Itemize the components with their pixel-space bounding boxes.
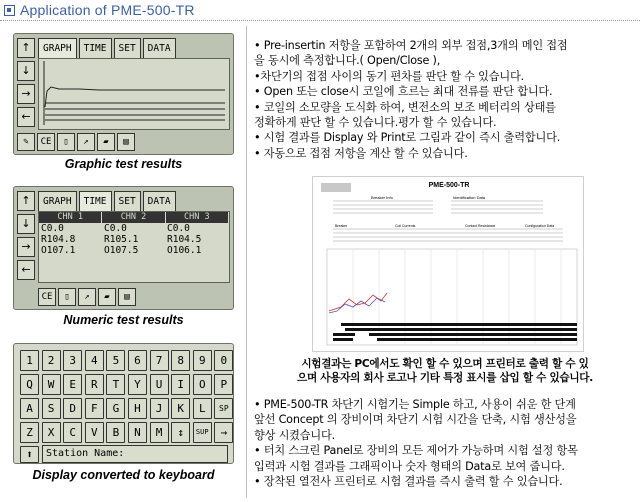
- report-label: Coil Currents: [395, 224, 416, 228]
- numeric-lcd-panel: [13, 186, 234, 310]
- report-section-mid: Identification Data: [453, 195, 486, 200]
- key[interactable]: C: [63, 422, 82, 443]
- coil-current-trace: [45, 87, 225, 107]
- print-icon[interactable]: ▤: [117, 133, 135, 151]
- key[interactable]: D: [63, 398, 82, 419]
- ce-button[interactable]: CE: [37, 133, 55, 151]
- report-trace-purple: [329, 298, 385, 313]
- feature-line: 향상 시켰습니다.: [254, 428, 335, 442]
- graphic-tabs: [38, 38, 178, 58]
- numeric-table: [39, 212, 229, 256]
- edit-icon[interactable]: ✎: [17, 133, 35, 151]
- feature-line: • 코일의 소모량을 도식화 하여, 변전소의 보조 베터리의 상태를: [254, 100, 556, 114]
- tab-time[interactable]: TIME: [79, 38, 112, 58]
- key[interactable]: X: [42, 422, 61, 443]
- report-caption: [254, 357, 636, 385]
- graphic-caption: Graphic test results: [64, 157, 183, 171]
- right-arrow-button[interactable]: →: [17, 84, 35, 104]
- key[interactable]: K: [171, 398, 190, 419]
- station-name-field[interactable]: Station Name:: [42, 445, 228, 463]
- key[interactable]: Z: [20, 422, 39, 443]
- right-arrow-button[interactable]: →: [17, 237, 35, 257]
- key[interactable]: G: [106, 398, 125, 419]
- tab-data[interactable]: DATA: [143, 191, 176, 211]
- table-cell: O106.1: [167, 245, 202, 256]
- tab-data[interactable]: DATA: [143, 38, 176, 58]
- report-section-left: Breaker Info: [371, 195, 393, 200]
- space-key[interactable]: SP: [214, 398, 233, 419]
- key[interactable]: 2: [42, 350, 61, 371]
- page-title: Application of PME-500-TR: [20, 2, 195, 18]
- key[interactable]: 4: [85, 350, 104, 371]
- keyboard-row-4: [20, 422, 234, 443]
- graph-icon[interactable]: ↗: [77, 133, 95, 151]
- key[interactable]: 5: [106, 350, 125, 371]
- numeric-side-buttons: [17, 191, 35, 283]
- print-icon[interactable]: ▤: [118, 288, 136, 306]
- table-cell: C0.0: [41, 223, 64, 234]
- key[interactable]: 6: [128, 350, 147, 371]
- left-arrow-button[interactable]: ←: [17, 260, 35, 280]
- up-arrow-button[interactable]: ↑: [17, 191, 35, 211]
- key[interactable]: P: [214, 374, 233, 395]
- feature-line: 앞선 Concept 의 장비이며 차단기 시험 시간을 단축, 시험 생산성을: [254, 413, 577, 427]
- feature-line: • 시험 결과를 Display 와 Print로 그림과 같이 즉시 출력합니다.: [254, 131, 561, 145]
- key[interactable]: A: [20, 398, 39, 419]
- table-cell: R105.1: [104, 234, 139, 245]
- enter-arrow-key[interactable]: →: [214, 422, 233, 443]
- sup-key[interactable]: SUP: [193, 422, 212, 443]
- report-trace-red: [329, 293, 387, 311]
- feature-line: • Open 또는 close시 코일에 흐르는 최대 전류를 판단 합니다.: [254, 85, 553, 99]
- channel-1-header: CHN 1: [39, 212, 101, 223]
- tab-set[interactable]: SET: [114, 38, 141, 58]
- report-caption-line: 시험결과는 PC에서도 확인 할 수 있으며 프린터로 출력 할 수 있: [301, 358, 589, 370]
- feature-line: • 터치 스크린 Panel로 장비의 모든 제어가 가능하며 시험 설정 항목: [254, 444, 578, 458]
- key[interactable]: T: [106, 374, 125, 395]
- keyboard-row-3: [20, 398, 234, 419]
- feature-line: • Pre-insertin 저항을 포함하여 2개의 외부 접점,3개의 메인 접점: [254, 39, 568, 52]
- report-title: PME-500-TR: [428, 182, 470, 189]
- folder-icon[interactable]: ▰: [97, 133, 115, 151]
- report-graphics: [313, 177, 584, 352]
- document-icon[interactable]: ▯: [58, 288, 76, 306]
- key[interactable]: M: [150, 422, 169, 443]
- graphic-lcd-panel: [13, 33, 234, 155]
- key[interactable]: 9: [193, 350, 212, 371]
- report-info-lines: [333, 201, 563, 241]
- graphic-side-buttons: [17, 38, 35, 130]
- table-cell: O107.1: [41, 245, 76, 256]
- key[interactable]: I: [171, 374, 190, 395]
- key[interactable]: J: [150, 398, 169, 419]
- key[interactable]: Q: [20, 374, 39, 395]
- key[interactable]: V: [85, 422, 104, 443]
- feature-line: •차단기의 접점 사이의 동기 편차를 판단 할 수 있습니다.: [254, 69, 524, 83]
- shift-key[interactable]: ↕: [171, 422, 190, 443]
- graph-icon[interactable]: ↗: [78, 288, 96, 306]
- key[interactable]: 1: [20, 350, 39, 371]
- up-arrow-icon[interactable]: ⬆: [20, 446, 39, 463]
- channel-2-header: CHN 2: [102, 212, 164, 223]
- down-arrow-button[interactable]: ↓: [17, 61, 35, 81]
- folder-icon[interactable]: ▰: [98, 288, 116, 306]
- key[interactable]: F: [85, 398, 104, 419]
- key[interactable]: 7: [150, 350, 169, 371]
- page-header: [0, 0, 640, 20]
- table-cell: C0.0: [167, 223, 190, 234]
- numeric-tabs: [38, 191, 178, 211]
- ce-button[interactable]: CE: [38, 288, 56, 306]
- graphic-toolbar: [17, 133, 137, 151]
- key[interactable]: W: [42, 374, 61, 395]
- keyboard-lcd-panel: [13, 343, 234, 464]
- up-arrow-button[interactable]: ↑: [17, 38, 35, 58]
- key[interactable]: 3: [63, 350, 82, 371]
- tab-set[interactable]: SET: [114, 191, 141, 211]
- key[interactable]: R: [85, 374, 104, 395]
- down-arrow-button[interactable]: ↓: [17, 214, 35, 234]
- table-row: [39, 234, 229, 245]
- tab-graph[interactable]: GRAPH: [38, 191, 77, 211]
- key[interactable]: E: [63, 374, 82, 395]
- feature-line: 을 동시에 측정합니다.( Open/Close ),: [254, 54, 441, 68]
- numeric-toolbar: [38, 288, 138, 306]
- key[interactable]: Y: [128, 374, 147, 395]
- feature-list-top: [254, 38, 636, 161]
- table-cell: R104.5: [167, 234, 202, 245]
- column-divider: [246, 26, 247, 498]
- graph-plot: [39, 59, 229, 129]
- feature-line: • PME-500-TR 차단기 시험기는 Simple 하고, 사용이 쉬운 한 단계: [254, 398, 576, 411]
- key[interactable]: O: [193, 374, 212, 395]
- tab-graph[interactable]: GRAPH: [38, 38, 77, 58]
- key[interactable]: 8: [171, 350, 190, 371]
- document-icon[interactable]: ▯: [57, 133, 75, 151]
- keyboard-row-1: [20, 350, 234, 371]
- table-cell: R104.8: [41, 234, 76, 245]
- table-row: [39, 223, 229, 234]
- report-label: Breaker: [335, 224, 348, 228]
- keyboard-row-2: [20, 374, 234, 395]
- channel-3-header: CHN 3: [166, 212, 228, 223]
- key[interactable]: 0: [214, 350, 233, 371]
- test-report-thumbnail: [312, 176, 584, 352]
- feature-line: • 자동으로 접점 저항을 계산 할 수 있습니다.: [254, 146, 468, 160]
- feature-line: • 장착된 열전사 프린터로 시험 결과를 즉시 출력 할 수 있습니다.: [254, 475, 563, 489]
- checkbox-square-icon: [4, 5, 15, 16]
- key[interactable]: N: [128, 422, 147, 443]
- feature-line: 입력과 시험 결과를 그래픽이나 숫자 형태의 Data로 보여 줍니다.: [254, 459, 565, 473]
- key[interactable]: U: [150, 374, 169, 395]
- report-caption-line: 으며 사용자의 회사 로고나 기타 특정 표시를 삽입 할 수 있습니다.: [297, 372, 593, 384]
- key[interactable]: B: [106, 422, 125, 443]
- numeric-caption: Numeric test results: [63, 313, 184, 327]
- table-row: [39, 245, 229, 256]
- report-label: Contact Resistance: [465, 224, 496, 228]
- table-cell: C0.0: [104, 223, 127, 234]
- report-contact-bars: [333, 323, 577, 341]
- key[interactable]: L: [193, 398, 212, 419]
- header-divider: [0, 20, 640, 21]
- tab-time[interactable]: TIME: [79, 191, 112, 211]
- key[interactable]: H: [128, 398, 147, 419]
- report-label: Configuration Data: [525, 224, 555, 228]
- left-arrow-button[interactable]: ←: [17, 107, 35, 127]
- key[interactable]: S: [42, 398, 61, 419]
- numeric-table-header: [39, 212, 229, 223]
- table-cell: O107.5: [104, 245, 139, 256]
- feature-list-bottom: [254, 397, 636, 489]
- keyboard-caption: Display converted to keyboard: [32, 468, 215, 482]
- graph-display: [38, 58, 230, 130]
- feature-line: 정확하게 판단 할 수 있습니다.평가 할 수 있습니다.: [254, 116, 497, 130]
